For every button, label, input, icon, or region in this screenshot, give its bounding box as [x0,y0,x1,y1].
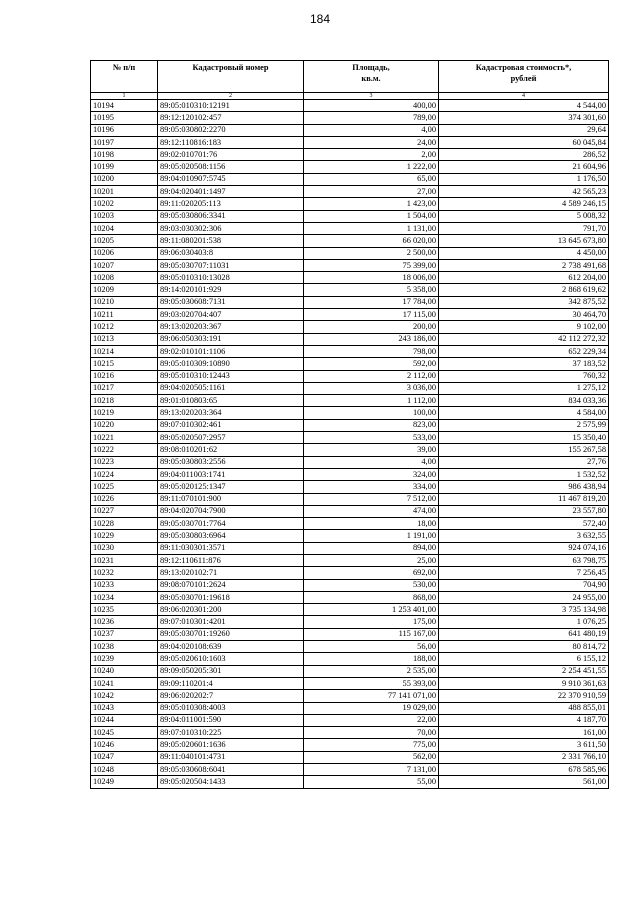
cadastral-number: 89:04:010907:5745 [158,173,304,185]
cadastral-cost: 3 735 134,98 [439,604,609,616]
table-row [91,222,609,234]
row-number: 10198 [91,149,158,161]
row-number: 10209 [91,284,158,296]
row-number: 10207 [91,259,158,271]
cadastral-cost: 42 565,23 [439,186,609,198]
table-row [91,186,609,198]
cadastral-cost: 2 254 451,55 [439,665,609,677]
cadastral-cost: 986 438,94 [439,481,609,493]
cadastral-cost: 2 331 766,10 [439,751,609,763]
row-number: 10210 [91,296,158,308]
table-row [91,579,609,591]
area-value: 24,00 [304,136,439,148]
cadastral-cost: 4 187,70 [439,714,609,726]
row-number: 10223 [91,456,158,468]
table-row [91,333,609,345]
cadastral-number: 89:05:030701:19618 [158,591,304,603]
area-value: 775,00 [304,739,439,751]
cadastral-number: 89:04:020401:1497 [158,186,304,198]
area-value: 400,00 [304,100,439,112]
cadastral-number: 89:12:110611:876 [158,554,304,566]
cadastral-cost: 374 301,60 [439,112,609,124]
area-value: 25,00 [304,554,439,566]
cadastral-cost: 488 855,01 [439,702,609,714]
row-number: 10196 [91,124,158,136]
cadastral-number: 89:04:020108:639 [158,641,304,653]
cadastral-cost: 5 008,32 [439,210,609,222]
cadastral-number: 89:05:020125:1347 [158,481,304,493]
table-row [91,321,609,333]
cadastral-number: 89:05:010310:12443 [158,370,304,382]
cadastral-cost: 9 102,00 [439,321,609,333]
area-value: 7 512,00 [304,493,439,505]
table-row [91,739,609,751]
row-number: 10230 [91,542,158,554]
area-value: 66 020,00 [304,235,439,247]
cadastral-number: 89:06:020202:7 [158,690,304,702]
area-value: 5 358,00 [304,284,439,296]
cadastral-number: 89:07:010301:4201 [158,616,304,628]
table-row [91,136,609,148]
cadastral-number: 89:08:010201:62 [158,444,304,456]
cadastral-cost: 6 155,12 [439,653,609,665]
row-number: 10199 [91,161,158,173]
area-value: 868,00 [304,591,439,603]
cadastral-number: 89:11:080201:538 [158,235,304,247]
cadastral-cost: 1 275,12 [439,382,609,394]
row-number: 10233 [91,579,158,591]
area-value: 2 500,00 [304,247,439,259]
cadastral-cost: 612 204,00 [439,272,609,284]
table-row [91,530,609,542]
row-number: 10228 [91,518,158,530]
row-number: 10205 [91,235,158,247]
cadastral-number: 89:11:020205:113 [158,198,304,210]
cadastral-number: 89:05:020601:1636 [158,739,304,751]
row-number: 10247 [91,751,158,763]
cadastral-number: 89:05:030803:2556 [158,456,304,468]
area-value: 200,00 [304,321,439,333]
area-value: 22,00 [304,714,439,726]
cadastral-cost: 7 256,45 [439,567,609,579]
cadastral-number: 89:13:020203:364 [158,407,304,419]
cadastral-number: 89:05:030608:7131 [158,296,304,308]
cadastral-number: 89:09:050205:301 [158,665,304,677]
row-number: 10225 [91,481,158,493]
table-row [91,604,609,616]
area-value: 65,00 [304,173,439,185]
cadastral-cost: 22 370 910,59 [439,690,609,702]
area-value: 55 393,00 [304,677,439,689]
cadastral-cost: 834 033,36 [439,395,609,407]
row-number: 10222 [91,444,158,456]
header-cost-line1: Кадастровая стоимость*, [475,63,572,72]
row-number: 10226 [91,493,158,505]
area-value: 17 115,00 [304,309,439,321]
area-value: 4,00 [304,456,439,468]
row-number: 10238 [91,641,158,653]
area-value: 100,00 [304,407,439,419]
cadastral-number: 89:06:030403:8 [158,247,304,259]
area-value: 7 131,00 [304,764,439,776]
table-row [91,481,609,493]
cadastral-cost: 2 868 619,62 [439,284,609,296]
cadastral-cost: 3 611,50 [439,739,609,751]
header-area-line1: Площадь, [352,63,390,72]
cadastral-number: 89:05:010308:4003 [158,702,304,714]
cadastral-cost: 23 557,80 [439,505,609,517]
area-value: 19 029,00 [304,702,439,714]
area-value: 1 423,00 [304,198,439,210]
cadastral-number: 89:02:010701:76 [158,149,304,161]
cadastral-number: 89:11:040101:4731 [158,751,304,763]
table-row [91,309,609,321]
table-row [91,296,609,308]
row-number: 10206 [91,247,158,259]
cadastral-number: 89:05:020508:1156 [158,161,304,173]
row-number: 10203 [91,210,158,222]
area-value: 17 784,00 [304,296,439,308]
cadastral-cost: 3 632,55 [439,530,609,542]
row-number: 10211 [91,309,158,321]
table-row [91,690,609,702]
cadastral-number: 89:02:010101:1106 [158,345,304,357]
row-number: 10202 [91,198,158,210]
cadastral-number: 89:05:010310:13028 [158,272,304,284]
row-number: 10246 [91,739,158,751]
row-number: 10224 [91,468,158,480]
cadastral-number: 89:05:030707:11031 [158,259,304,271]
row-number: 10197 [91,136,158,148]
cadastral-table [90,60,609,789]
area-value: 692,00 [304,567,439,579]
table-row [91,382,609,394]
cadastral-number: 89:09:110201:4 [158,677,304,689]
cadastral-cost: 9 910 361,63 [439,677,609,689]
area-value: 55,00 [304,776,439,788]
row-number: 10194 [91,100,158,112]
row-number: 10240 [91,665,158,677]
row-number: 10212 [91,321,158,333]
cadastral-cost: 30 464,70 [439,309,609,321]
row-number: 10239 [91,653,158,665]
area-value: 533,00 [304,432,439,444]
area-value: 2 112,00 [304,370,439,382]
row-number: 10213 [91,333,158,345]
page-number: 184 [309,12,331,26]
area-value: 18,00 [304,518,439,530]
area-value: 115 167,00 [304,628,439,640]
table-row [91,345,609,357]
column-number: 1 [91,93,158,100]
cadastral-number: 89:08:070101:2624 [158,579,304,591]
table-row [91,567,609,579]
table-row [91,542,609,554]
cadastral-number: 89:05:030803:6964 [158,530,304,542]
cadastral-cost: 161,00 [439,727,609,739]
table-row [91,173,609,185]
cadastral-number: 89:05:030608:6041 [158,764,304,776]
cadastral-number: 89:04:020505:1161 [158,382,304,394]
cadastral-cost: 80 814,72 [439,641,609,653]
column-number-row [91,93,609,100]
column-number: 2 [158,93,304,100]
table-row [91,198,609,210]
area-value: 592,00 [304,358,439,370]
cadastral-cost: 1 076,25 [439,616,609,628]
table-row [91,284,609,296]
row-number: 10245 [91,727,158,739]
table-row [91,505,609,517]
cadastral-number: 89:03:020704:407 [158,309,304,321]
table-row [91,677,609,689]
row-number: 10204 [91,222,158,234]
table-row [91,235,609,247]
cadastral-cost: 704,90 [439,579,609,591]
area-value: 27,00 [304,186,439,198]
cadastral-cost: 4 589 246,15 [439,198,609,210]
row-number: 10220 [91,419,158,431]
area-value: 1 131,00 [304,222,439,234]
table-row [91,444,609,456]
row-number: 10249 [91,776,158,788]
table-row [91,628,609,640]
area-value: 894,00 [304,542,439,554]
table-row [91,714,609,726]
area-value: 2 535,00 [304,665,439,677]
area-value: 1 504,00 [304,210,439,222]
table-row [91,776,609,788]
row-number: 10237 [91,628,158,640]
table-row [91,112,609,124]
area-value: 1 253 401,00 [304,604,439,616]
row-number: 10242 [91,690,158,702]
table-row [91,407,609,419]
cadastral-number: 89:05:020504:1433 [158,776,304,788]
cadastral-number: 89:07:010310:225 [158,727,304,739]
row-number: 10214 [91,345,158,357]
area-value: 789,00 [304,112,439,124]
cadastral-cost: 2 575,99 [439,419,609,431]
cadastral-number: 89:05:020610:1603 [158,653,304,665]
cadastral-cost: 2 738 491,68 [439,259,609,271]
row-number: 10221 [91,432,158,444]
column-number: 4 [439,93,609,100]
table-row [91,493,609,505]
area-value: 1 191,00 [304,530,439,542]
row-number: 10244 [91,714,158,726]
table-row [91,653,609,665]
cadastral-number: 89:07:010302:461 [158,419,304,431]
cadastral-number: 89:12:110816:183 [158,136,304,148]
header-cost [439,61,609,93]
cadastral-cost: 791,70 [439,222,609,234]
table-row [91,370,609,382]
header-cadastral-number: Кадастровый номер [158,61,304,93]
cadastral-number: 89:05:030802:2270 [158,124,304,136]
cadastral-cost: 678 585,96 [439,764,609,776]
cadastral-cost: 286,52 [439,149,609,161]
cadastral-cost: 652 229,34 [439,345,609,357]
cadastral-cost: 63 798,75 [439,554,609,566]
cadastral-cost: 60 045,84 [439,136,609,148]
cadastral-cost: 37 183,52 [439,358,609,370]
cadastral-number: 89:05:020507:2957 [158,432,304,444]
cadastral-cost: 21 604,96 [439,161,609,173]
table-row [91,100,609,112]
cadastral-cost: 13 645 673,80 [439,235,609,247]
table-row [91,591,609,603]
column-number: 3 [304,93,439,100]
table-row [91,419,609,431]
table-row [91,727,609,739]
row-number: 10201 [91,186,158,198]
cadastral-number: 89:04:011001:590 [158,714,304,726]
table-header-row [91,61,609,93]
cadastral-cost: 155 267,58 [439,444,609,456]
area-value: 530,00 [304,579,439,591]
row-number: 10235 [91,604,158,616]
table-row [91,751,609,763]
table-row [91,641,609,653]
area-value: 474,00 [304,505,439,517]
row-number: 10200 [91,173,158,185]
cadastral-number: 89:01:010803:65 [158,395,304,407]
table-row [91,432,609,444]
area-value: 334,00 [304,481,439,493]
row-number: 10219 [91,407,158,419]
table-body [91,100,609,789]
cadastral-number: 89:06:050303:191 [158,333,304,345]
table-row [91,259,609,271]
area-value: 175,00 [304,616,439,628]
cadastral-cost: 561,00 [439,776,609,788]
row-number: 10215 [91,358,158,370]
header-area [304,61,439,93]
row-number: 10229 [91,530,158,542]
area-value: 56,00 [304,641,439,653]
row-number: 10231 [91,554,158,566]
cadastral-number: 89:05:030701:19260 [158,628,304,640]
area-value: 77 141 071,00 [304,690,439,702]
cadastral-cost: 24 955,00 [439,591,609,603]
cadastral-cost: 924 074,16 [439,542,609,554]
table-row [91,616,609,628]
table-row [91,665,609,677]
table-row [91,358,609,370]
row-number: 10195 [91,112,158,124]
area-value: 324,00 [304,468,439,480]
cadastral-cost: 342 875,52 [439,296,609,308]
row-number: 10208 [91,272,158,284]
area-value: 18 006,00 [304,272,439,284]
cadastral-cost: 572,40 [439,518,609,530]
cadastral-cost: 4 450,00 [439,247,609,259]
area-value: 39,00 [304,444,439,456]
cadastral-cost: 42 112 272,32 [439,333,609,345]
area-value: 823,00 [304,419,439,431]
table-row [91,702,609,714]
cadastral-cost: 15 350,40 [439,432,609,444]
cadastral-cost: 29,64 [439,124,609,136]
cadastral-cost: 760,32 [439,370,609,382]
area-value: 70,00 [304,727,439,739]
cadastral-cost: 4 584,00 [439,407,609,419]
table-row [91,395,609,407]
cadastral-cost: 4 544,00 [439,100,609,112]
row-number: 10248 [91,764,158,776]
cadastral-number: 89:11:030301:3571 [158,542,304,554]
cadastral-cost: 1 176,50 [439,173,609,185]
area-value: 1 222,00 [304,161,439,173]
table-row [91,161,609,173]
area-value: 3 036,00 [304,382,439,394]
row-number: 10227 [91,505,158,517]
area-value: 1 112,00 [304,395,439,407]
table-row [91,210,609,222]
row-number: 10241 [91,677,158,689]
header-num: № п/п [91,61,158,93]
cadastral-number: 89:05:030806:3341 [158,210,304,222]
cadastral-number: 89:05:010309:10890 [158,358,304,370]
area-value: 2,00 [304,149,439,161]
table-row [91,149,609,161]
cadastral-number: 89:13:020203:367 [158,321,304,333]
cadastral-number: 89:13:020102:71 [158,567,304,579]
area-value: 188,00 [304,653,439,665]
table-row [91,468,609,480]
cadastral-number: 89:11:070101:900 [158,493,304,505]
cadastral-number: 89:04:020704:7900 [158,505,304,517]
cadastral-number: 89:05:030701:7764 [158,518,304,530]
area-value: 4,00 [304,124,439,136]
row-number: 10217 [91,382,158,394]
row-number: 10243 [91,702,158,714]
row-number: 10234 [91,591,158,603]
cadastral-cost: 11 467 819,20 [439,493,609,505]
cadastral-cost: 27,76 [439,456,609,468]
table-row [91,764,609,776]
cadastral-cost: 641 480,19 [439,628,609,640]
cadastral-number: 89:03:030302:306 [158,222,304,234]
table-row [91,272,609,284]
cadastral-number: 89:05:010310:12191 [158,100,304,112]
header-area-line2: кв.м. [361,73,381,83]
cadastral-number: 89:14:020101:929 [158,284,304,296]
table-row [91,518,609,530]
cadastral-number: 89:06:020301:200 [158,604,304,616]
table-row [91,554,609,566]
row-number: 10236 [91,616,158,628]
row-number: 10232 [91,567,158,579]
table-row [91,456,609,468]
table-row [91,247,609,259]
area-value: 75 399,00 [304,259,439,271]
row-number: 10218 [91,395,158,407]
cadastral-number: 89:12:120102:457 [158,112,304,124]
cadastral-number: 89:04:011003:1741 [158,468,304,480]
area-value: 562,00 [304,751,439,763]
row-number: 10216 [91,370,158,382]
cadastral-cost: 1 532,52 [439,468,609,480]
header-cost-line2: рублей [510,73,537,83]
area-value: 798,00 [304,345,439,357]
area-value: 243 186,00 [304,333,439,345]
table-row [91,124,609,136]
